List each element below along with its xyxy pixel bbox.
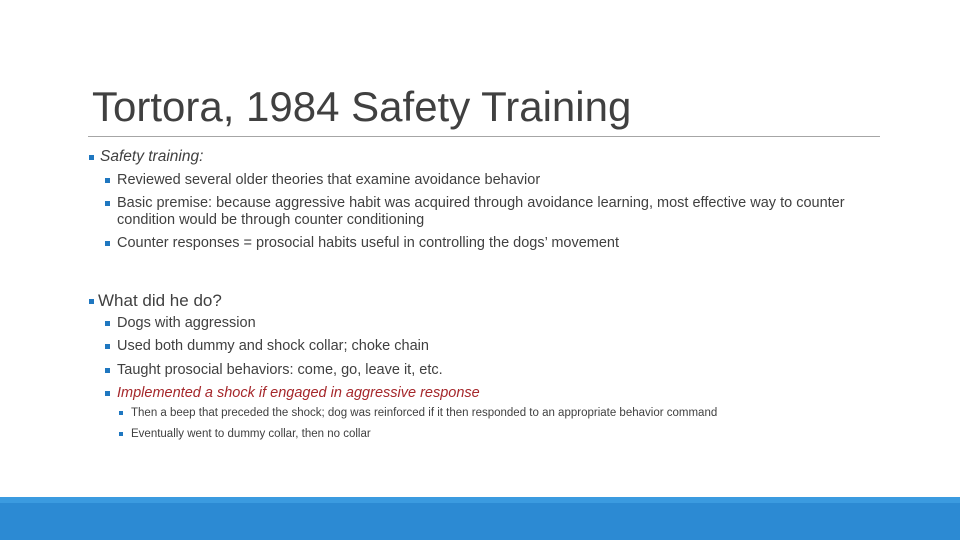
bullet-square-icon xyxy=(105,344,110,349)
list-item: Dogs with aggression xyxy=(117,315,256,331)
bullet-square-icon xyxy=(119,411,123,415)
section-heading-what-did-he-do: What did he do? xyxy=(98,291,222,310)
bullet-square-icon xyxy=(105,241,110,246)
slide-title: Tortora, 1984 Safety Training xyxy=(92,83,632,130)
section-heading-safety-training: Safety training: xyxy=(100,148,204,165)
list-item: Reviewed several older theories that examine avoidance behavior xyxy=(117,172,541,188)
bullet-square-icon xyxy=(105,201,110,206)
list-item: Basic premise: because aggressive habit was acquired through avoidance learning, most effective way to counter condition would be through counter conditioning xyxy=(117,195,845,228)
bullet-square-icon xyxy=(89,155,94,160)
bullet-square-icon xyxy=(105,391,110,396)
bullet-square-icon xyxy=(105,321,110,326)
bullet-square-icon xyxy=(105,368,110,373)
list-item: Used both dummy and shock collar; choke chain xyxy=(117,338,429,354)
sub-list-item: Then a beep that preceded the shock; dog was reinforced if it then responded to an appropriate behavior command xyxy=(131,407,718,419)
bullet-square-icon xyxy=(105,178,110,183)
list-item: Counter responses = prosocial habits useful in controlling the dogs’ movement xyxy=(117,235,620,251)
bullet-square-icon xyxy=(89,299,94,304)
footer-bar-edge xyxy=(0,497,960,503)
list-item-highlighted: Implemented a shock if engaged in aggressive response xyxy=(117,385,480,401)
bullet-square-icon xyxy=(119,432,123,436)
footer-accent-bar xyxy=(0,497,960,540)
sub-list-item: Eventually went to dummy collar, then no collar xyxy=(131,428,371,440)
list-item: Taught prosocial behaviors: come, go, leave it, etc. xyxy=(117,362,443,378)
